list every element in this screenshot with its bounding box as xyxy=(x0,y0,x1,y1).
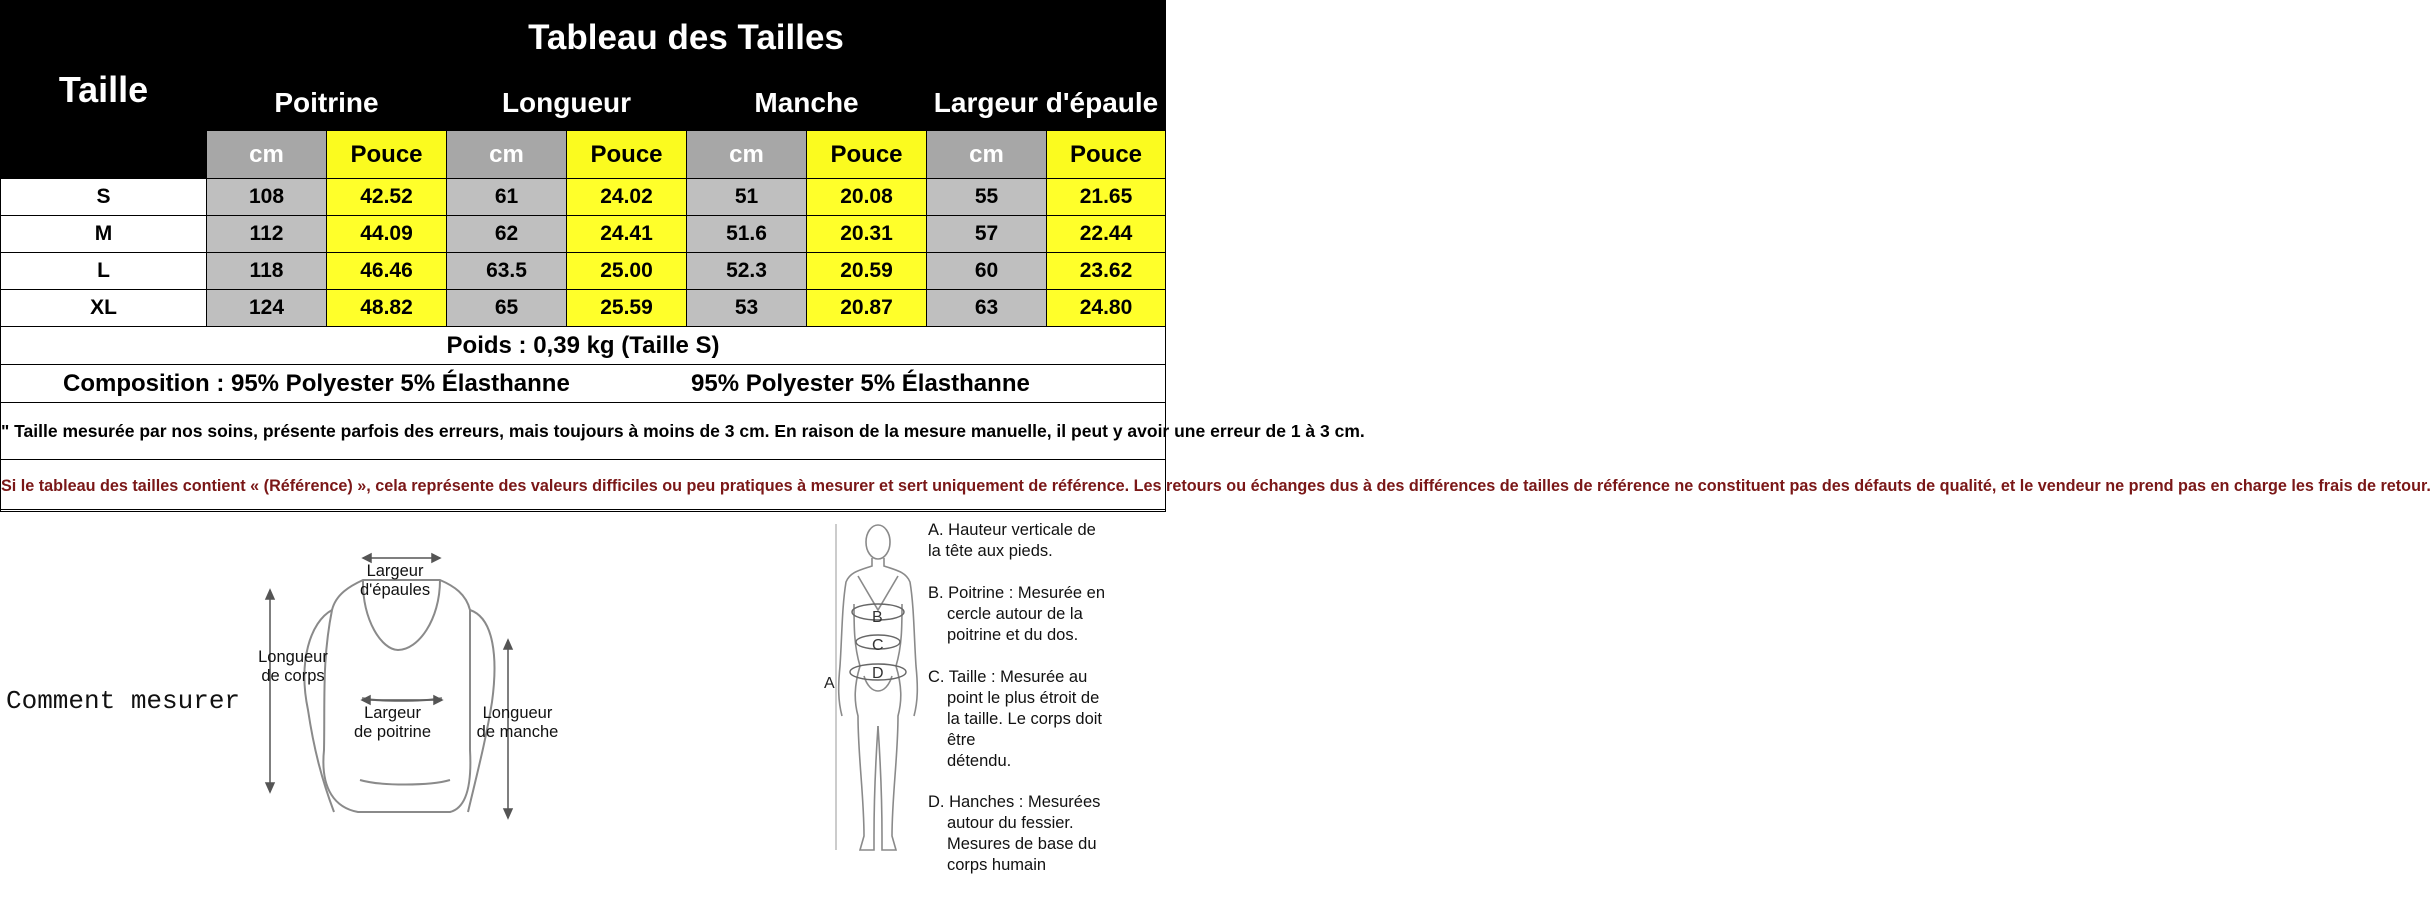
unit-inch: Pouce xyxy=(567,131,687,179)
group-header-length: Longueur xyxy=(447,76,687,131)
description-d: D. Hanches : Mesurées autour du fessier. Mesures de base du corps humain xyxy=(928,793,1101,874)
table-row xyxy=(1,290,1166,327)
sleeve-cm: 52.3 xyxy=(687,253,807,290)
length-cm: 61 xyxy=(447,179,567,216)
unit-cm: cm xyxy=(207,131,327,179)
shoulder-inch: 21.65 xyxy=(1047,179,1166,216)
size-label: S xyxy=(1,179,207,216)
letter-d: D xyxy=(872,665,884,682)
chest-inch: 44.09 xyxy=(327,216,447,253)
sleeve-cm: 51 xyxy=(687,179,807,216)
shoulder-cm: 60 xyxy=(927,253,1047,290)
table-row xyxy=(1,253,1166,290)
chest-cm: 108 xyxy=(207,179,327,216)
sleeve-cm: 51.6 xyxy=(687,216,807,253)
letter-c: C xyxy=(872,637,884,654)
unit-inch: Pouce xyxy=(1047,131,1166,179)
letter-b: B xyxy=(872,609,883,626)
measurement-note: " Taille mesurée par nos soins, présente parfois des erreurs, mais toujours à moins de 3 cm. En raison de la mesure manuelle, il peut y avoir une erreur de 1 à 3 cm. xyxy=(1,403,1166,460)
composition-text: Composition : 95% Polyester 5% Élasthanne xyxy=(63,369,570,397)
body-length-label: Longueur de corps xyxy=(258,648,328,685)
sleeve-length-label: Longueur de manche xyxy=(476,704,559,741)
length-inch: 25.00 xyxy=(567,253,687,290)
unit-inch: Pouce xyxy=(327,131,447,179)
unit-inch: Pouce xyxy=(807,131,927,179)
shoulder-inch: 23.62 xyxy=(1047,253,1166,290)
chest-cm: 124 xyxy=(207,290,327,327)
table-title: Tableau des Tailles xyxy=(207,1,1166,76)
chest-inch: 46.46 xyxy=(327,253,447,290)
composition-row xyxy=(1,365,1166,403)
shoulder-cm: 63 xyxy=(927,290,1047,327)
description-a: A. Hauteur verticale de la tête aux pieds. xyxy=(928,521,1096,560)
table-row xyxy=(1,179,1166,216)
group-header-shoulder: Largeur d'épaule xyxy=(927,76,1166,131)
reference-warning: Si le tableau des tailles contient « (Référence) », cela représente des valeurs difficiles ou peu pratiques à mesurer et sert uniquement de référence. Les retours ou échanges dus à des différences de tailles de référence ne constituent pas des défauts de qualité, et le vendeur ne prend pas en charge les frais de retour. xyxy=(1,460,1166,512)
sleeve-cm: 53 xyxy=(687,290,807,327)
description-b: B. Poitrine : Mesurée en cercle autour de la poitrine et du dos. xyxy=(928,584,1106,644)
group-header-sleeve: Manche xyxy=(687,76,927,131)
sleeve-inch: 20.59 xyxy=(807,253,927,290)
group-header-chest: Poitrine xyxy=(207,76,447,131)
size-label: XL xyxy=(1,290,207,327)
chest-inch: 42.52 xyxy=(327,179,447,216)
body-figure xyxy=(820,516,940,861)
chest-width-label: Largeur de poitrine xyxy=(353,704,432,741)
size-label: L xyxy=(1,253,207,290)
size-label: M xyxy=(1,216,207,253)
weight-text: Poids : 0,39 kg (Taille S) xyxy=(1,327,1166,365)
table-row xyxy=(1,216,1166,253)
letter-a: A xyxy=(824,675,835,692)
length-inch: 24.02 xyxy=(567,179,687,216)
unit-cm: cm xyxy=(687,131,807,179)
shoulder-inch: 22.44 xyxy=(1047,216,1166,253)
description-c: C. Taille : Mesurée au point le plus étroit de la taille. Le corps doit être détendu. xyxy=(928,668,1103,770)
unit-cm: cm xyxy=(927,131,1047,179)
length-inch: 24.41 xyxy=(567,216,687,253)
sleeve-inch: 20.31 xyxy=(807,216,927,253)
sleeve-inch: 20.87 xyxy=(807,290,927,327)
chest-inch: 48.82 xyxy=(327,290,447,327)
shoulder-inch: 24.80 xyxy=(1047,290,1166,327)
length-cm: 62 xyxy=(447,216,567,253)
composition-text-repeat: 95% Polyester 5% Élasthanne xyxy=(691,369,1030,397)
shoulder-cm: 57 xyxy=(927,216,1047,253)
sleeve-inch: 20.08 xyxy=(807,179,927,216)
length-cm: 65 xyxy=(447,290,567,327)
size-column-header: Taille xyxy=(1,1,207,179)
measurement-guide xyxy=(0,509,1165,912)
length-inch: 25.59 xyxy=(567,290,687,327)
shoulder-cm: 55 xyxy=(927,179,1047,216)
length-cm: 63.5 xyxy=(447,253,567,290)
chest-cm: 112 xyxy=(207,216,327,253)
guide-title: Comment mesurer xyxy=(6,686,241,716)
unit-cm: cm xyxy=(447,131,567,179)
shoulder-label: Largeur d'épaules xyxy=(359,562,431,599)
chest-cm: 118 xyxy=(207,253,327,290)
